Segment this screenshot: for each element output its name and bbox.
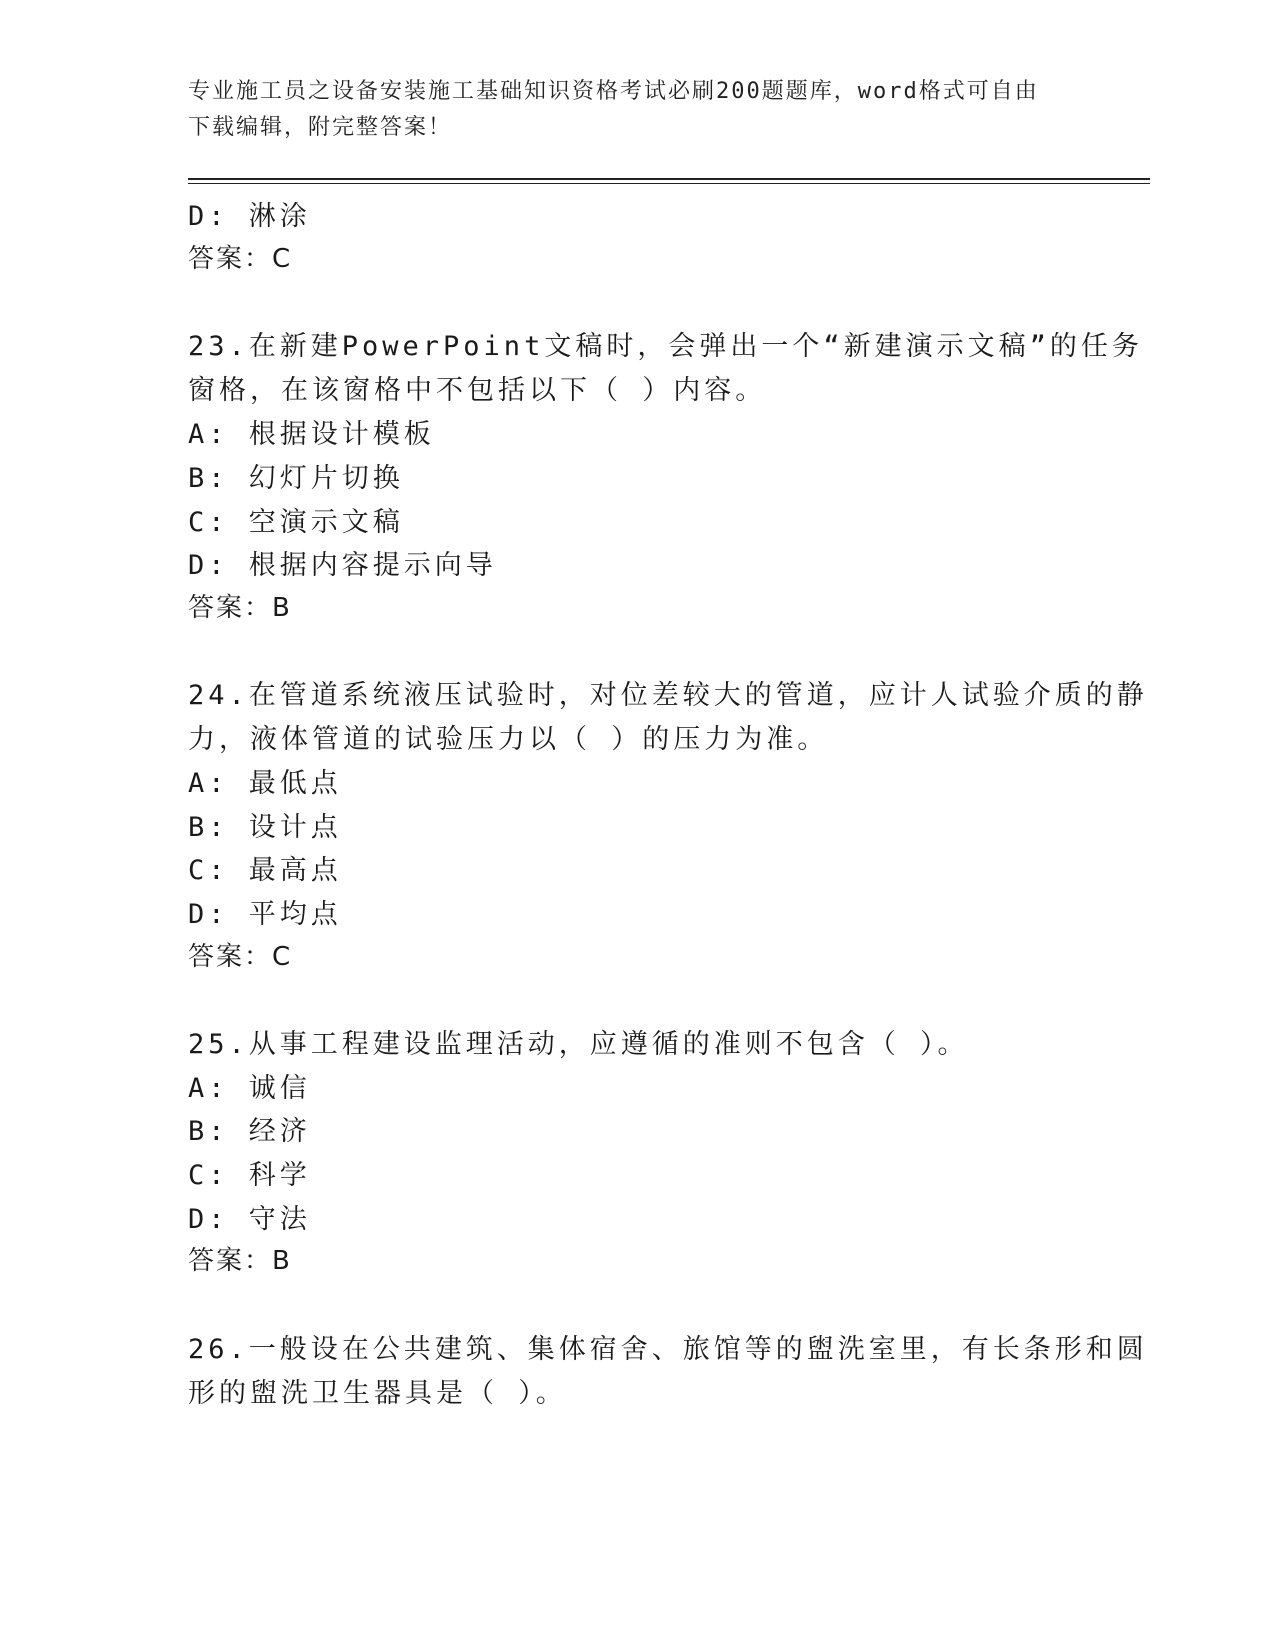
q23-answer: 答案：B <box>188 593 292 623</box>
header-line-1: 专业施工员之设备安装施工基础知识资格考试必刷200题题库，word格式可自由 <box>188 79 1039 104</box>
q25-option-c: C: 科学 <box>188 1160 311 1191</box>
q24-stem-line-1: 24.在管道系统液压试验时，对位差较大的管道，应计人试验介质的静 <box>188 680 1148 711</box>
header-rule-thick <box>188 178 1150 180</box>
q23-stem-line-2: 窗格，在该窗格中不包括以下（ ）内容。 <box>188 375 767 406</box>
q25-option-d: D: 守法 <box>188 1204 311 1235</box>
q23-stem-line-1: 23.在新建PowerPoint文稿时，会弹出一个“新建演示文稿”的任务 <box>188 331 1143 362</box>
q24-option-d: D: 平均点 <box>188 899 342 930</box>
q24-answer: 答案：C <box>188 942 293 972</box>
prev-option-d: D: 淋涂 <box>188 201 311 232</box>
q23-option-c: C: 空演示文稿 <box>188 507 404 538</box>
q23-option-d: D: 根据内容提示向导 <box>188 550 497 581</box>
q25-option-a: A: 诚信 <box>188 1073 311 1104</box>
q26-stem-line-1: 26.一般设在公共建筑、集体宿舍、旅馆等的盥洗室里，有长条形和圆 <box>188 1334 1148 1365</box>
q25-option-b: B: 经济 <box>188 1116 311 1147</box>
q26-stem-line-2: 形的盥洗卫生器具是（ ）。 <box>188 1378 567 1409</box>
q24-option-a: A: 最低点 <box>188 768 342 799</box>
q24-stem-line-2: 力，液体管道的试验压力以（ ）的压力为准。 <box>188 724 829 755</box>
page-header <box>188 74 1088 146</box>
q23-option-b: B: 幻灯片切换 <box>188 463 404 494</box>
prev-answer: 答案：C <box>188 244 293 274</box>
q24-option-c: C: 最高点 <box>188 855 342 886</box>
header-rule-thin <box>188 183 1150 184</box>
header-line-2: 下载编辑，附完整答案！ <box>188 115 453 140</box>
q23-option-a: A: 根据设计模板 <box>188 419 435 450</box>
q24-option-b: B: 设计点 <box>188 812 342 843</box>
q25-answer: 答案：B <box>188 1246 292 1276</box>
q25-stem-line-1: 25.从事工程建设监理活动，应遵循的准则不包含（ ）。 <box>188 1029 969 1060</box>
